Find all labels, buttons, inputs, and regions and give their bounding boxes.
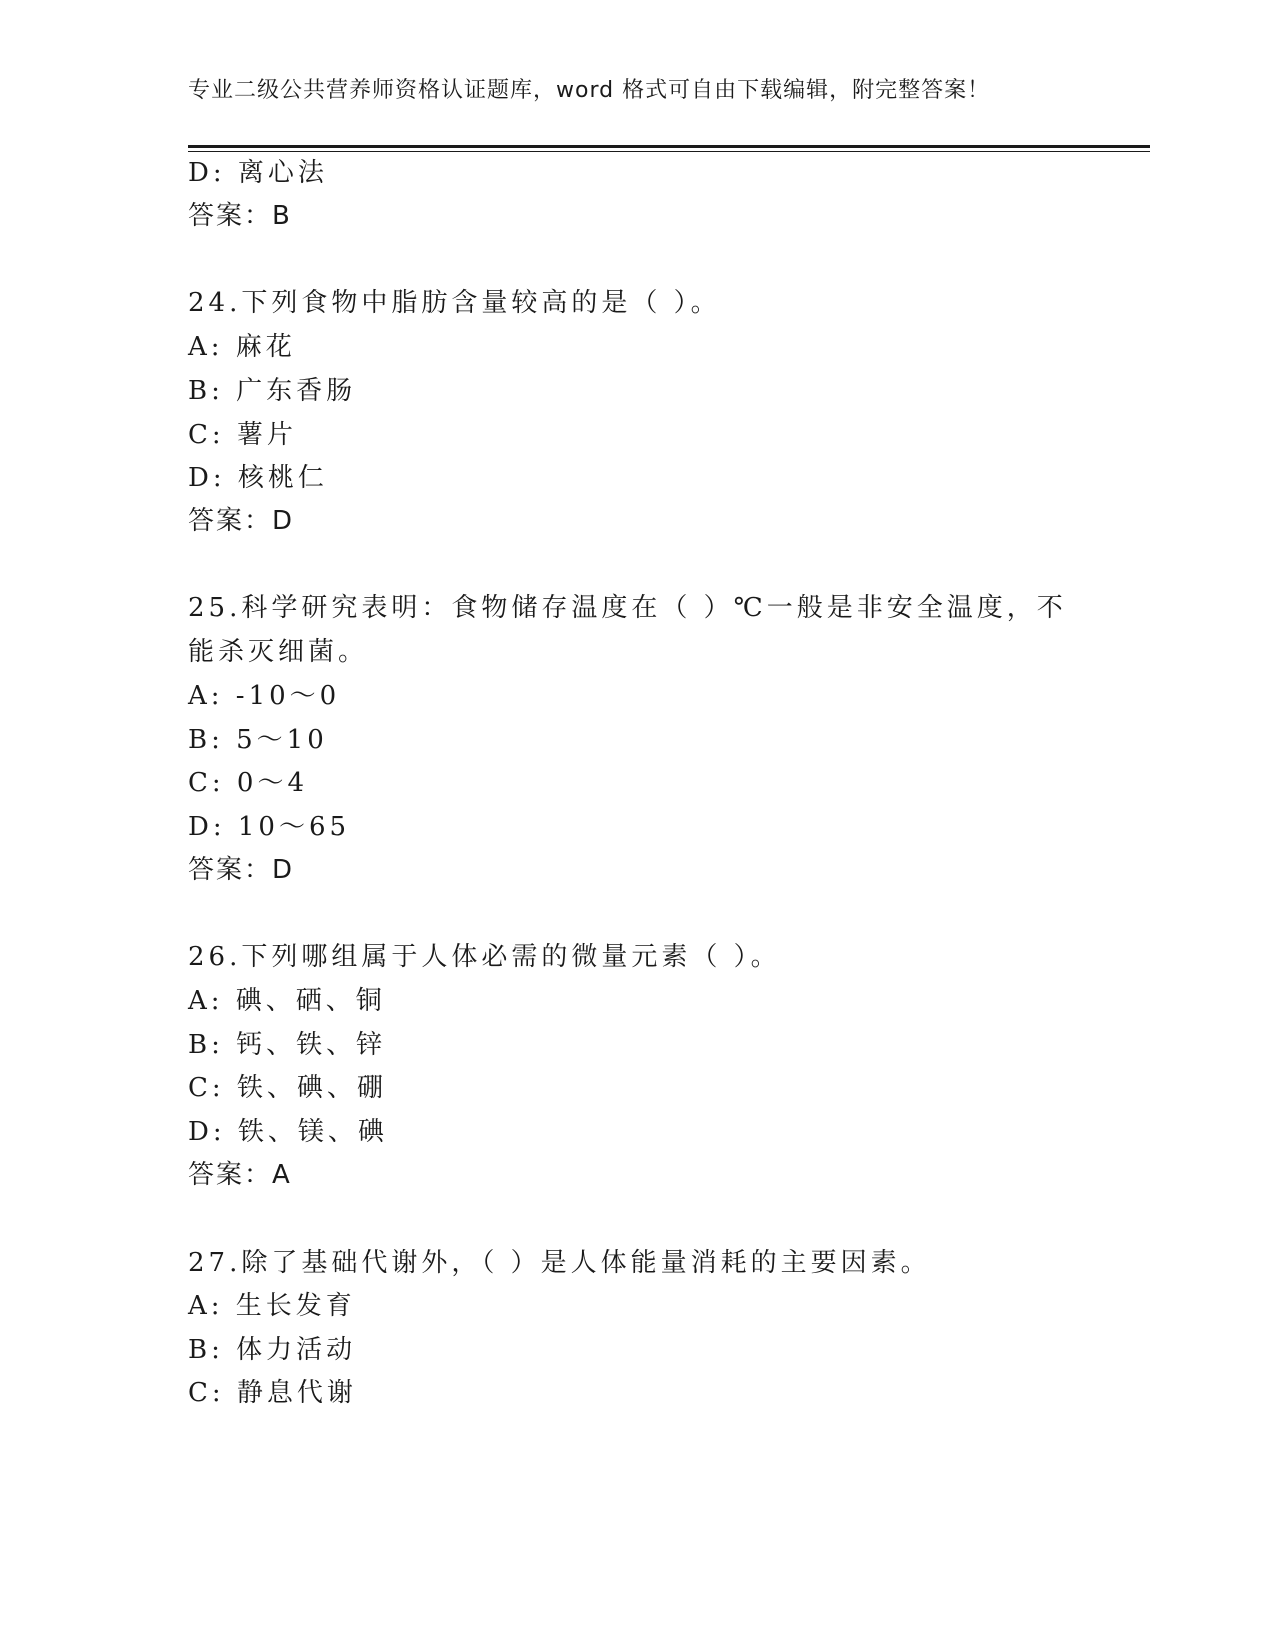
q26-option-b: B: 钙、铁、锌 — [188, 1030, 387, 1060]
q26-option-a: A: 碘、硒、铜 — [188, 986, 386, 1016]
q24-option-b: B: 广东香肠 — [188, 376, 357, 406]
q24-question: 24.下列食物中脂肪含量较高的是（ ）。 — [188, 288, 721, 318]
q27-question: 27.除了基础代谢外，（ ）是人体能量消耗的主要因素。 — [188, 1248, 931, 1278]
q24-option-d: D: 核桃仁 — [188, 463, 328, 493]
q27-option-a: A: 生长发育 — [188, 1291, 356, 1321]
q23-answer: 答案：B — [188, 201, 292, 231]
q25-option-c: C: 0～4 — [188, 768, 309, 798]
page-header: 专业二级公共营养师资格认证题库，word 格式可自由下载编辑，附完整答案！ — [188, 78, 991, 103]
q27-option-b: B: 体力活动 — [188, 1335, 357, 1365]
q27-option-c: C: 静息代谢 — [188, 1378, 357, 1408]
header-rule-thin — [188, 151, 1150, 152]
q25-answer: 答案：D — [188, 855, 295, 885]
q26-answer: 答案：A — [188, 1160, 292, 1190]
q24-answer: 答案：D — [188, 506, 295, 536]
q25-question: 25.科学研究表明：食物储存温度在（ ）℃一般是非安全温度，不 — [188, 593, 1067, 623]
q25-question-cont: 能杀灭细菌。 — [188, 637, 369, 667]
q25-option-b: B: 5～10 — [188, 725, 328, 755]
q25-option-a: A: -10～0 — [188, 681, 341, 711]
q26-option-d: D: 铁、镁、碘 — [188, 1117, 388, 1147]
q24-option-a: A: 麻花 — [188, 332, 296, 362]
q26-option-c: C: 铁、碘、硼 — [188, 1073, 387, 1103]
q26-question: 26.下列哪组属于人体必需的微量元素（ ）。 — [188, 942, 781, 972]
q25-option-d: D: 10～65 — [188, 812, 351, 842]
header-rule-thick — [188, 145, 1150, 148]
q24-option-c: C: 薯片 — [188, 420, 297, 450]
q23-option-d: D: 离心法 — [188, 158, 328, 188]
